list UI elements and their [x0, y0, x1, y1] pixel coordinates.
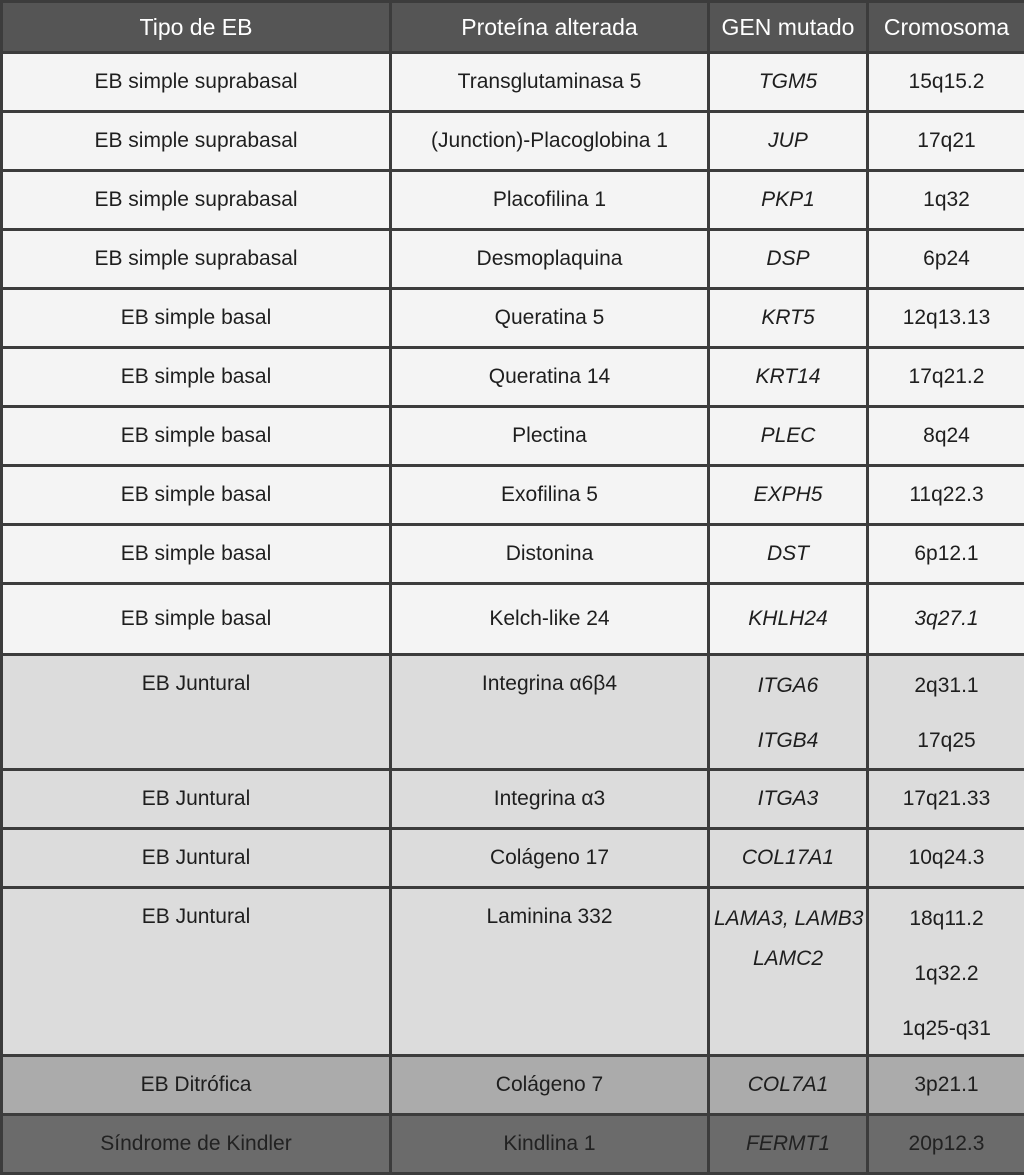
- cell-tipo: EB simple suprabasal: [2, 112, 391, 171]
- gene-line: LAMC2: [714, 945, 862, 973]
- chromosome-line: 17q25: [873, 727, 1020, 755]
- table-row: [2, 53, 1024, 112]
- cell-gen: COL17A1: [709, 829, 868, 888]
- cell-tipo: EB simple basal: [2, 466, 391, 525]
- cell-cromosoma: 20p12.3: [868, 1115, 1024, 1174]
- cell-tipo: EB Juntural: [2, 829, 391, 888]
- cell-gen: KHLH24: [709, 584, 868, 655]
- table-row: [2, 1056, 1024, 1115]
- cell-cromosoma: [868, 888, 1024, 1056]
- cell-tipo: EB simple basal: [2, 348, 391, 407]
- cell-gen: [709, 655, 868, 770]
- cell-gen: PLEC: [709, 407, 868, 466]
- gene-line: LAMA3, LAMB3: [714, 905, 862, 933]
- cell-cromosoma: 17q21: [868, 112, 1024, 171]
- cell-cromosoma: 3q27.1: [868, 584, 1024, 655]
- table-row: [2, 525, 1024, 584]
- cell-tipo: EB simple suprabasal: [2, 53, 391, 112]
- cell-cromosoma: 6p12.1: [868, 525, 1024, 584]
- cell-proteina: (Junction)-Placoglobina 1: [391, 112, 709, 171]
- cell-tipo: EB simple basal: [2, 584, 391, 655]
- cell-proteina: Placofilina 1: [391, 171, 709, 230]
- cell-gen: EXPH5: [709, 466, 868, 525]
- cell-gen: DSP: [709, 230, 868, 289]
- chromosome-line: 18q11.2: [873, 905, 1020, 933]
- header-proteina: Proteína alterada: [391, 2, 709, 53]
- cell-proteina: Plectina: [391, 407, 709, 466]
- cell-cromosoma: 10q24.3: [868, 829, 1024, 888]
- table-row: [2, 230, 1024, 289]
- table-row: [2, 407, 1024, 466]
- cell-cromosoma: 17q21.2: [868, 348, 1024, 407]
- cell-cromosoma: 8q24: [868, 407, 1024, 466]
- cell-proteina: Transglutaminasa 5: [391, 53, 709, 112]
- cell-cromosoma: 17q21.33: [868, 770, 1024, 829]
- cell-gen: [709, 888, 868, 1056]
- cell-tipo: EB Juntural: [2, 655, 391, 770]
- chromosome-line: 2q31.1: [873, 672, 1020, 700]
- cell-gen: COL7A1: [709, 1056, 868, 1115]
- table-row: [2, 829, 1024, 888]
- cell-proteina: Desmoplaquina: [391, 230, 709, 289]
- table-row: [2, 289, 1024, 348]
- cell-gen: ITGA3: [709, 770, 868, 829]
- cell-gen: KRT14: [709, 348, 868, 407]
- cell-tipo: EB Juntural: [2, 770, 391, 829]
- cell-proteina: Queratina 5: [391, 289, 709, 348]
- cell-cromosoma: 1q32: [868, 171, 1024, 230]
- table-row: [2, 112, 1024, 171]
- cell-cromosoma: 3p21.1: [868, 1056, 1024, 1115]
- table-row: [2, 584, 1024, 655]
- cell-gen: KRT5: [709, 289, 868, 348]
- table-row: [2, 1115, 1024, 1174]
- cell-gen: TGM5: [709, 53, 868, 112]
- cell-gen: DST: [709, 525, 868, 584]
- cell-proteina: Exofilina 5: [391, 466, 709, 525]
- gene-line: ITGA6: [714, 672, 862, 700]
- cell-proteina: Laminina 332: [391, 888, 709, 1056]
- cell-proteina: Kindlina 1: [391, 1115, 709, 1174]
- cell-cromosoma: 6p24: [868, 230, 1024, 289]
- chromosome-line: 1q25-q31: [873, 1015, 1020, 1043]
- table-row: [2, 466, 1024, 525]
- cell-cromosoma: 11q22.3: [868, 466, 1024, 525]
- header-row: [2, 2, 1024, 53]
- cell-cromosoma: 15q15.2: [868, 53, 1024, 112]
- header-cromosoma: Cromosoma: [868, 2, 1024, 53]
- cell-tipo: EB simple suprabasal: [2, 171, 391, 230]
- chromosome-line: 1q32.2: [873, 960, 1020, 988]
- cell-tipo: EB simple basal: [2, 407, 391, 466]
- header-tipo: Tipo de EB: [2, 2, 391, 53]
- cell-gen: FERMT1: [709, 1115, 868, 1174]
- cell-tipo: EB simple basal: [2, 525, 391, 584]
- cell-cromosoma: [868, 655, 1024, 770]
- cell-proteina: Colágeno 7: [391, 1056, 709, 1115]
- cell-proteina: Queratina 14: [391, 348, 709, 407]
- table-row: [2, 655, 1024, 770]
- cell-tipo: EB Ditrófica: [2, 1056, 391, 1115]
- table-row: [2, 348, 1024, 407]
- cell-cromosoma: 12q13.13: [868, 289, 1024, 348]
- cell-proteina: Colágeno 17: [391, 829, 709, 888]
- table-row: [2, 888, 1024, 1056]
- cell-proteina: Integrina α3: [391, 770, 709, 829]
- cell-tipo: Síndrome de Kindler: [2, 1115, 391, 1174]
- cell-tipo: EB simple basal: [2, 289, 391, 348]
- cell-proteina: Integrina α6β4: [391, 655, 709, 770]
- cell-proteina: Distonina: [391, 525, 709, 584]
- cell-tipo: EB Juntural: [2, 888, 391, 1056]
- gene-line: ITGB4: [714, 727, 862, 755]
- cell-gen: PKP1: [709, 171, 868, 230]
- cell-proteina: Kelch-like 24: [391, 584, 709, 655]
- cell-gen: JUP: [709, 112, 868, 171]
- table-row: [2, 171, 1024, 230]
- cell-tipo: EB simple suprabasal: [2, 230, 391, 289]
- header-gen: GEN mutado: [709, 2, 868, 53]
- table-row: [2, 770, 1024, 829]
